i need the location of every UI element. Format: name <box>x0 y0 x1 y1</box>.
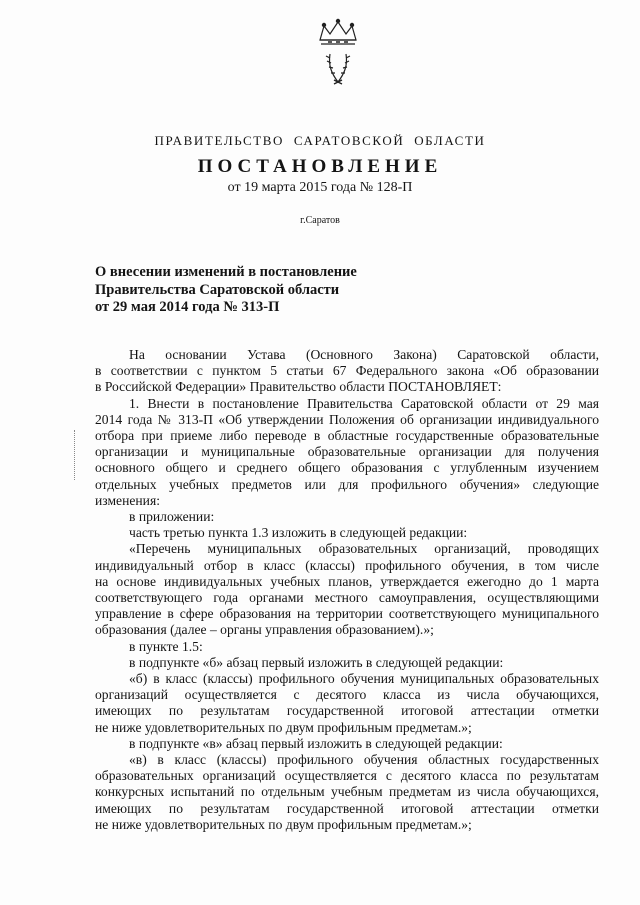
subject-line: от 29 мая 2014 года № 313-П <box>95 299 280 315</box>
government-name: ПРАВИТЕЛЬСТВО САРАТОВСКОЙ ОБЛАСТИ <box>154 133 486 148</box>
body-line: в пункте 1.5: <box>129 638 203 654</box>
body-line: в приложении: <box>129 509 215 525</box>
body-line: не ниже удовлетворительных по двум профильным предметам.»; <box>95 816 472 832</box>
body-line: 2014 года № 313-П «Об утверждении Положения об организации индивидуального <box>95 411 599 427</box>
document-subject <box>95 264 357 317</box>
document-city: г.Саратов <box>300 215 340 226</box>
body-line: индивидуальный отбор в класс (классы) профильного обучения, в том числе <box>95 557 599 573</box>
subject-line: Правительства Саратовской области <box>95 281 340 298</box>
body-line: «б) в класс (классы) профильного обучения муниципальных образовательных <box>129 671 599 687</box>
body-line: не ниже удовлетворительных по двум профильным предметам.»; <box>95 719 472 735</box>
body-line: имеющих по результатам государственной итоговой аттестации отметки <box>95 703 599 719</box>
crown-emblem-icon <box>310 18 366 86</box>
body-line: соответствующего года органами местного самоуправления, осуществляющими <box>95 590 599 606</box>
body-line: отдельных учебных предметов или для профильного обучения» следующие <box>95 476 599 492</box>
body-line: в соответствии с пунктом 5 статьи 67 Федерального закона «Об образовании <box>95 363 599 379</box>
body-line: На основании Устава (Основного Закона) Саратовской области, <box>129 347 599 362</box>
document-body <box>95 347 599 833</box>
body-line: изменения: <box>95 492 160 508</box>
body-line: отбора при приеме либо переводе в областные государственные образовательные <box>95 428 599 444</box>
body-line: «в) в класс (классы) профильного обучения областных государственных <box>129 752 599 768</box>
subject-line: О внесении изменений в постановление <box>95 264 357 280</box>
body-line: основного общего и среднего общего образования с углубленным изучением <box>95 460 599 476</box>
body-line: на основе индивидуальных учебных планов, утверждается ежегодно до 1 марта <box>95 573 599 589</box>
body-line: образования (далее – органы управления образованием).»; <box>95 622 434 638</box>
body-line: в подпункте «б» абзац первый изложить в следующей редакции: <box>129 654 504 670</box>
body-line: «Перечень муниципальных образовательных организаций, проводящих <box>129 541 599 557</box>
body-line: в подпункте «в» абзац первый изложить в следующей редакции: <box>129 735 503 751</box>
document-type-title: ПОСТАНОВЛЕНИЕ <box>197 156 443 177</box>
body-line: управление в сфере образования на территории соответствующего муниципального <box>95 606 599 622</box>
body-line: часть третью пункта 1.3 изложить в следующей редакции: <box>129 525 468 541</box>
body-line: образовательных организаций осуществляется с десятого класса по результатам <box>95 768 599 784</box>
body-line: организаций осуществляется с десятого класса из числа обучающихся, <box>95 687 599 703</box>
margin-mark <box>74 430 76 480</box>
body-line: конкурсных испытаний по отдельным учебным предметам из числа обучающихся, <box>95 784 599 800</box>
body-line: имеющих по результатам государственной итоговой аттестации отметки <box>95 800 599 816</box>
body-line: организации и муниципальные образовательные организации для получения <box>95 444 599 460</box>
document-date-number: от 19 марта 2015 года № 128-П <box>227 180 413 195</box>
body-line: 1. Внести в постановление Правительства Саратовской области от 29 мая <box>129 395 599 411</box>
body-line: в Российской Федерации» Правительство области ПОСТАНОВЛЯЕТ: <box>95 379 502 395</box>
